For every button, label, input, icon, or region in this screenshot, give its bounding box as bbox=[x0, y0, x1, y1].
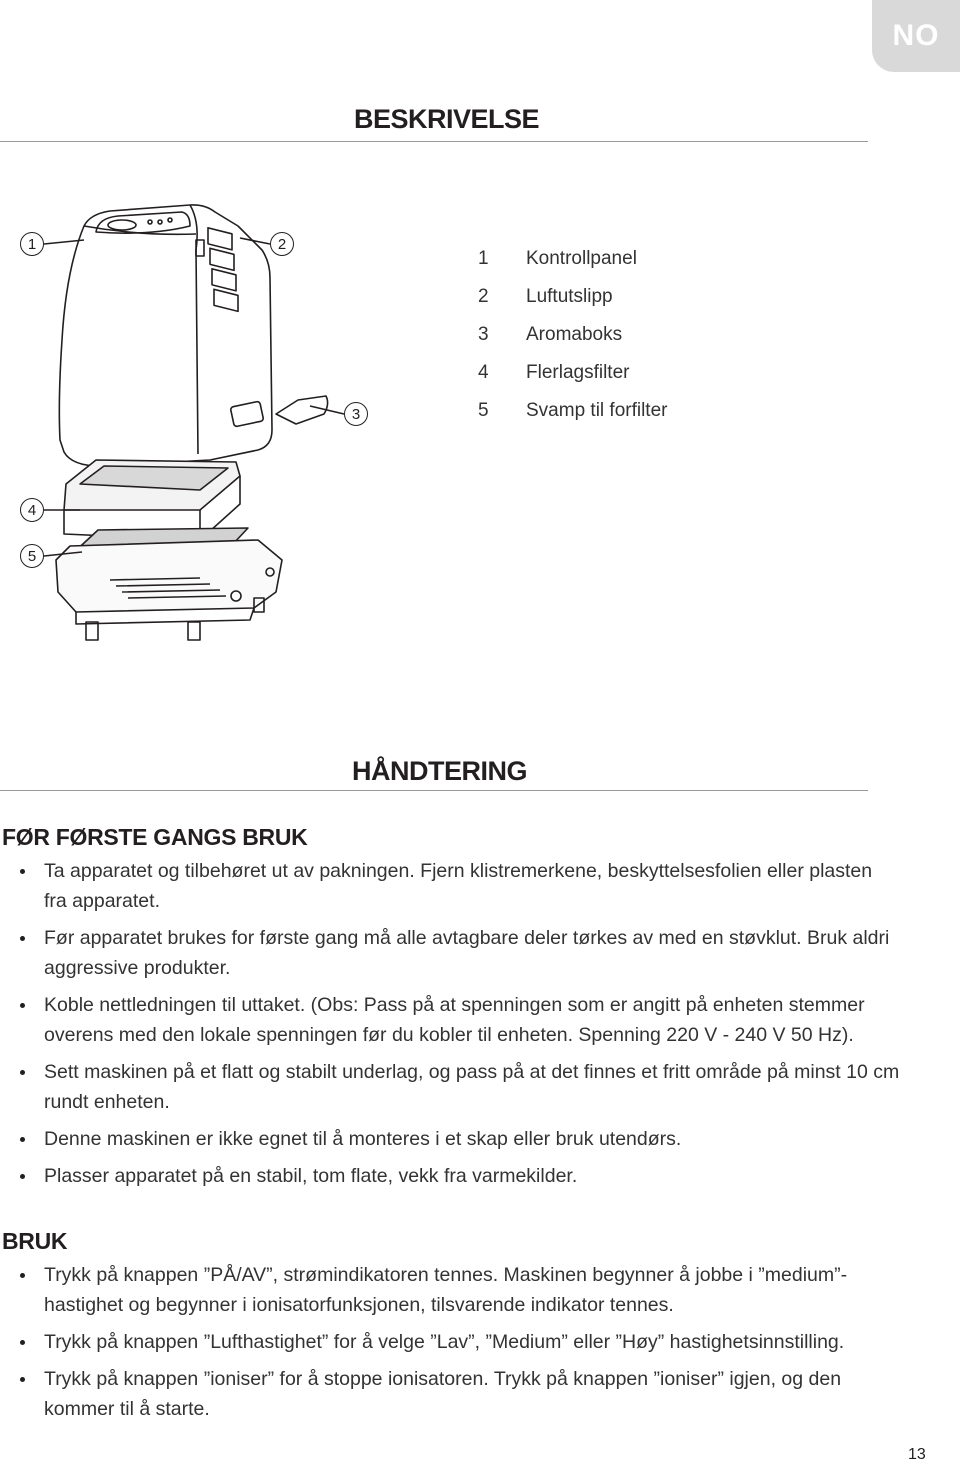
part-label: Aromaboks bbox=[526, 324, 623, 345]
air-purifier-exploded-diagram bbox=[0, 195, 460, 655]
parts-list bbox=[478, 240, 667, 430]
air-outlet-vents bbox=[208, 228, 238, 311]
callout-1: 1 bbox=[20, 232, 44, 256]
part-number: 1 bbox=[478, 248, 489, 269]
part-label: Kontrollpanel bbox=[526, 248, 637, 269]
part-number: 3 bbox=[478, 324, 489, 345]
description-title: BESKRIVELSE bbox=[354, 104, 540, 134]
first-use-heading: FØR FØRSTE GANGS BRUK bbox=[2, 824, 308, 850]
list-item: Koble nettledningen til uttaket. (Obs: Pass på at spenningen som er angitt på enheten stemmer overens med den lokale spenningen før du kobler til enheten. Spenning 220 V - 240 V 50 Hz). bbox=[0, 990, 900, 1050]
list-item: Denne maskinen er ikke egnet til å monteres i et skap eller bruk utendørs. bbox=[0, 1124, 900, 1154]
description-rule bbox=[0, 141, 868, 142]
part-item bbox=[478, 278, 667, 316]
part-number: 2 bbox=[478, 286, 489, 307]
page-number: 13 bbox=[908, 1446, 926, 1463]
list-item: Trykk på knappen ”ioniser” for å stoppe ionisatoren. Trykk på knappen ”ioniser” igjen, og den kommer til å starte. bbox=[0, 1364, 900, 1424]
part-number: 5 bbox=[478, 400, 489, 421]
part-label: Luftutslipp bbox=[526, 286, 613, 307]
list-item: Sett maskinen på et flatt og stabilt underlag, og pass på at det finnes et fritt område på minst 10 cm rundt enheten. bbox=[0, 1057, 900, 1117]
list-item: Før apparatet brukes for første gang må alle avtagbare deler tørkes av med en støvklut. Bruk aldri aggressive produkter. bbox=[0, 923, 900, 983]
list-item: Trykk på knappen ”PÅ/AV”, strømindikatoren tennes. Maskinen begynner å jobbe i ”medium”-hastighet og begynner i ionisatorfunksjonen, tilsvarende indikator tennes. bbox=[0, 1260, 900, 1320]
list-item: Ta apparatet og tilbehøret ut av pakningen. Fjern klistremerkene, beskyttelsesfolien eller plasten fra apparatet. bbox=[0, 856, 900, 916]
callout-4: 4 bbox=[20, 498, 44, 522]
part-item bbox=[478, 354, 667, 392]
list-item: Plasser apparatet på en stabil, tom flate, vekk fra varmekilder. bbox=[0, 1161, 900, 1191]
side-handle bbox=[230, 401, 264, 427]
language-tab: NO bbox=[872, 0, 960, 72]
list-item: Trykk på knappen ”Lufthastighet” for å velge ”Lav”, ”Medium” eller ”Høy” hastighetsinnstilling. bbox=[0, 1327, 900, 1357]
part-item bbox=[478, 240, 667, 278]
first-use-list bbox=[0, 856, 900, 1198]
handling-rule bbox=[0, 790, 868, 791]
part-item bbox=[478, 392, 667, 430]
part-label: Flerlagsfilter bbox=[526, 362, 630, 383]
use-list bbox=[0, 1260, 900, 1431]
handling-title: HÅNDTERING bbox=[352, 756, 527, 786]
base-tray bbox=[56, 540, 282, 640]
use-heading: BRUK bbox=[2, 1228, 68, 1254]
part-label: Svamp til forfilter bbox=[526, 400, 668, 421]
callout-2: 2 bbox=[270, 232, 294, 256]
part-number: 4 bbox=[478, 362, 489, 383]
aroma-box bbox=[276, 396, 328, 424]
callout-5: 5 bbox=[20, 544, 44, 568]
part-item bbox=[478, 316, 667, 354]
callout-3: 3 bbox=[344, 402, 368, 426]
purifier-body bbox=[59, 205, 272, 466]
